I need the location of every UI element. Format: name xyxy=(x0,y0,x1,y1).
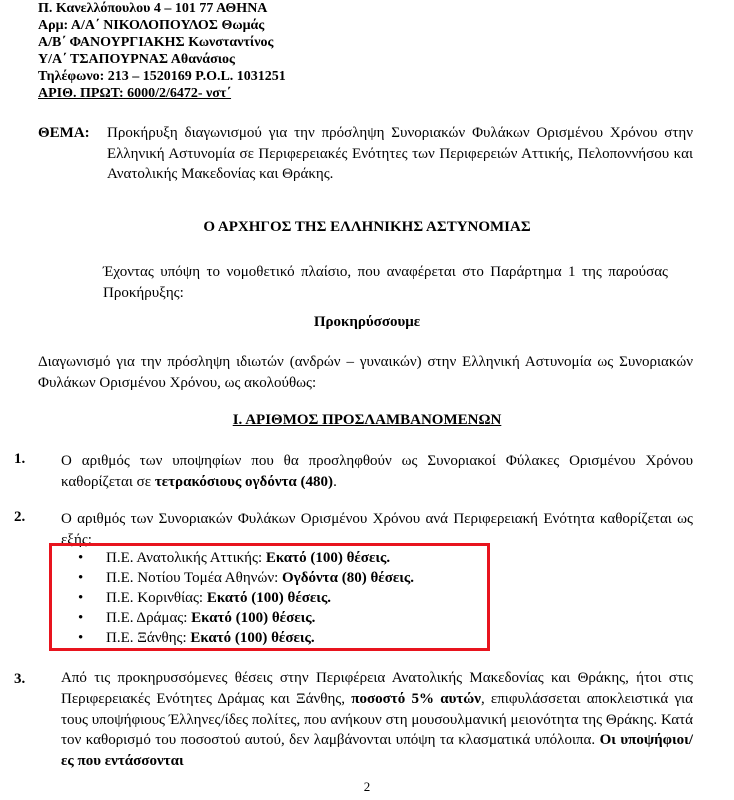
list-item-value: Εκατό (100) θέσεις. xyxy=(265,550,391,566)
handler-line-1: Αρμ: Α/Α΄ ΝΙΚΟΛΟΠΟΥΛΟΣ Θωμάς xyxy=(38,18,265,33)
competition-paragraph: Διαγωνισμό για την πρόσληψη ιδιωτών (ανδρών – γυναικών) στην Ελληνική Αστυνομία ως Συνοριακών Φυλάκων Ορισμένου Χρόνου, ως ακολούθως: xyxy=(38,354,693,391)
item-number: 2. xyxy=(14,509,26,525)
list-item-label: Π.Ε. Νοτίου Τομέα Αθηνών: xyxy=(106,570,283,586)
list-item xyxy=(78,588,414,608)
item-3-bold-1: ποσοστό 5% αυτών xyxy=(351,690,481,707)
chief-heading: Ο ΑΡΧΗΓΟΣ ΤΗΣ ΕΛΛΗΝΙΚΗΣ ΑΣΤΥΝΟΜΙΑΣ xyxy=(203,219,531,235)
item-3-text xyxy=(61,668,693,772)
position-list xyxy=(78,548,414,648)
item-3-body-1: Από τις προκηρυσσόμενες θέσεις στην Περιφέρεια Ανατολικής Μακεδονίας και Θράκης, ήτοι στις Περιφερειακές Ενότητες Δράμας και Ξάνθης, xyxy=(61,670,693,707)
subject-text: Προκήρυξη διαγωνισμού για την πρόσληψη Συνοριακών Φυλάκων Ορισμένου Χρόνου στην Ελληνική Αστυνομία σε Περιφερειακές Ενότητες των Περιφερειών Αττικής, Πελοποννήσου και Ανατολικής Μακεδονίας και Θράκης. xyxy=(107,125,693,182)
handler-line-3: Υ/Α΄ ΤΣΑΠΟΥΡΝΑΣ Αθανάσιος xyxy=(38,52,235,67)
page-number: 2 xyxy=(363,779,371,794)
protocol-number: ΑΡΙΘ. ΠΡΩΤ: 6000/2/6472- νστ΄ xyxy=(38,86,232,101)
bullet-icon: • xyxy=(78,630,84,646)
intro-paragraph: Έχοντας υπόψη το νομοθετικό πλαίσιο, που αναφέρεται στο Παράρτημα 1 της παρούσας Προκήρυξης: xyxy=(103,264,668,301)
handler-line-2: Α/Β΄ ΦΑΝΟΥΡΓΙΑΚΗΣ Κωνσταντίνος xyxy=(38,35,274,50)
item-1-end: . xyxy=(333,473,337,490)
bullet-icon: • xyxy=(78,590,84,606)
address-line: Π. Κανελλόπουλου 4 – 101 77 ΑΘΗΝΑ xyxy=(38,1,268,16)
list-item xyxy=(78,568,414,588)
subject-label: ΘΕΜΑ: xyxy=(38,125,90,141)
list-item-value: Εκατό (100) θέσεις. xyxy=(190,630,315,646)
list-item xyxy=(78,628,414,648)
list-item-label: Π.Ε. Δράμας: xyxy=(106,610,192,626)
list-item xyxy=(78,548,414,568)
bullet-icon: • xyxy=(78,550,84,566)
proclamation-heading: Προκηρύσσουμε xyxy=(313,314,421,330)
bullet-icon: • xyxy=(78,570,84,586)
list-item-label: Π.Ε. Ξάνθης: xyxy=(106,630,191,646)
item-number: 3. xyxy=(14,671,26,687)
list-item-value: Εκατό (100) θέσεις. xyxy=(191,610,316,626)
item-number: 1. xyxy=(14,451,26,467)
list-item xyxy=(78,608,414,628)
list-item-value: Ογδόντα (80) θέσεις. xyxy=(282,570,414,586)
phone-line: Τηλέφωνο: 213 – 1520169 P.O.L. 1031251 xyxy=(38,69,286,84)
item-1-text xyxy=(61,451,693,492)
item-1-body: Ο αριθμός των υποψηφίων που θα προσληφθούν ως Συνοριακοί Φύλακες Ορισμένου Χρόνου καθορίζεται σε xyxy=(61,453,693,490)
item-2-text: Ο αριθμός των Συνοριακών Φυλάκων Ορισμένου Χρόνου ανά Περιφερειακή Ενότητα καθορίζεται ως εξής: xyxy=(61,511,693,548)
item-1-bold: τετρακόσιους ογδόντα (480) xyxy=(154,473,334,490)
bullet-icon: • xyxy=(78,610,84,626)
item-3-body-2: , επιφυλάσσεται αποκλειστικά για τους υποψήφιους Έλληνες/ίδες πολίτες, που ανήκουν στη μουσουλμανική μειονότητα της Θράκης. Κατά τον καθορισμό του ποσοστού αυτού, δεν λαμβάνονται υπόψη τα κλασματικά υπόλοιπα. xyxy=(61,690,694,749)
item-3-bold-2: Οι υποψήφιοι/ες που εντάσσονται xyxy=(61,732,693,770)
section-title: Ι. ΑΡΙΘΜΟΣ ΠΡΟΣΛΑΜΒΑΝΟΜΕΝΩΝ xyxy=(232,412,502,428)
list-item-label: Π.Ε. Κορινθίας: xyxy=(106,590,207,606)
list-item-label: Π.Ε. Ανατολικής Αττικής: xyxy=(106,550,266,566)
list-item-value: Εκατό (100) θέσεις. xyxy=(206,590,332,606)
